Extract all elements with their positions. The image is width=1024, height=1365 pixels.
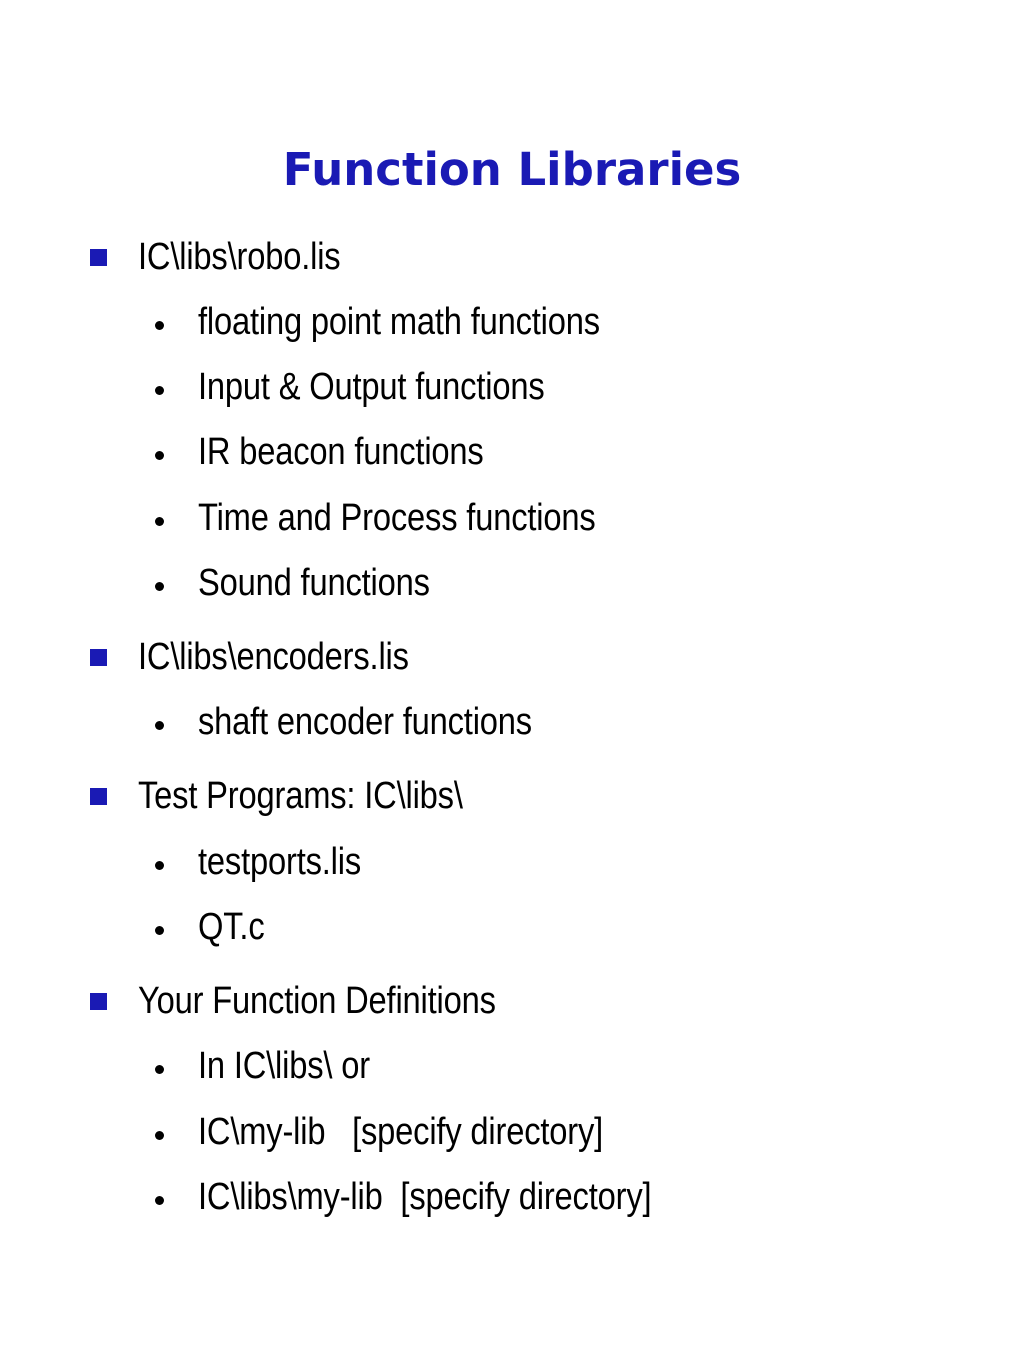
sub-bullet-label: IR beacon functions [198, 430, 484, 473]
bullet-label: Test Programs: IC\libs\ [138, 774, 463, 817]
sub-bullet-label: Sound functions [198, 561, 430, 604]
dot-bullet-icon [155, 582, 164, 591]
sub-bullet-item [155, 697, 586, 747]
bullet-item-robo-lis [90, 232, 373, 282]
dot-bullet-icon [155, 451, 164, 460]
dot-bullet-icon [155, 721, 164, 730]
square-bullet-icon [90, 649, 107, 666]
sub-bullet-item [155, 362, 601, 412]
bullet-label: Your Function Definitions [138, 979, 496, 1022]
bullet-item-your-function-definitions [90, 976, 554, 1026]
sub-bullet-label: In IC\libs\ or [198, 1044, 370, 1087]
square-bullet-icon [90, 993, 107, 1010]
dot-bullet-icon [155, 926, 164, 935]
dot-bullet-icon [155, 1131, 164, 1140]
sub-bullet-item [155, 493, 660, 543]
sub-bullet-item [155, 902, 275, 952]
bullet-item-test-programs [90, 771, 516, 821]
dot-bullet-icon [155, 517, 164, 526]
sub-bullet-item [155, 837, 388, 887]
dot-bullet-icon [155, 1065, 164, 1074]
sub-bullet-label: IC\my-lib [specify directory] [198, 1110, 604, 1153]
sub-bullet-label: QT.c [198, 905, 265, 948]
sub-bullet-item [155, 1172, 725, 1222]
bullet-item-encoders-lis [90, 632, 453, 682]
sub-bullet-item [155, 1041, 398, 1091]
sub-bullet-item [155, 427, 530, 477]
dot-bullet-icon [155, 386, 164, 395]
sub-bullet-item [155, 558, 468, 608]
dot-bullet-icon [155, 1196, 164, 1205]
sub-bullet-label: floating point math functions [198, 300, 600, 343]
slide-title: Function Libraries [282, 143, 742, 196]
sub-bullet-label: shaft encoder functions [198, 700, 532, 743]
square-bullet-icon [90, 788, 107, 805]
sub-bullet-label: IC\libs\my-lib [specify directory] [198, 1175, 652, 1218]
sub-bullet-label: Time and Process functions [198, 496, 596, 539]
dot-bullet-icon [155, 861, 164, 870]
sub-bullet-item [155, 297, 665, 347]
bullet-label: IC\libs\encoders.lis [138, 635, 409, 678]
sub-bullet-label: testports.lis [198, 840, 362, 883]
dot-bullet-icon [155, 321, 164, 330]
square-bullet-icon [90, 249, 107, 266]
sub-bullet-item [155, 1107, 669, 1157]
bullet-label: IC\libs\robo.lis [138, 235, 341, 278]
sub-bullet-label: Input & Output functions [198, 365, 545, 408]
